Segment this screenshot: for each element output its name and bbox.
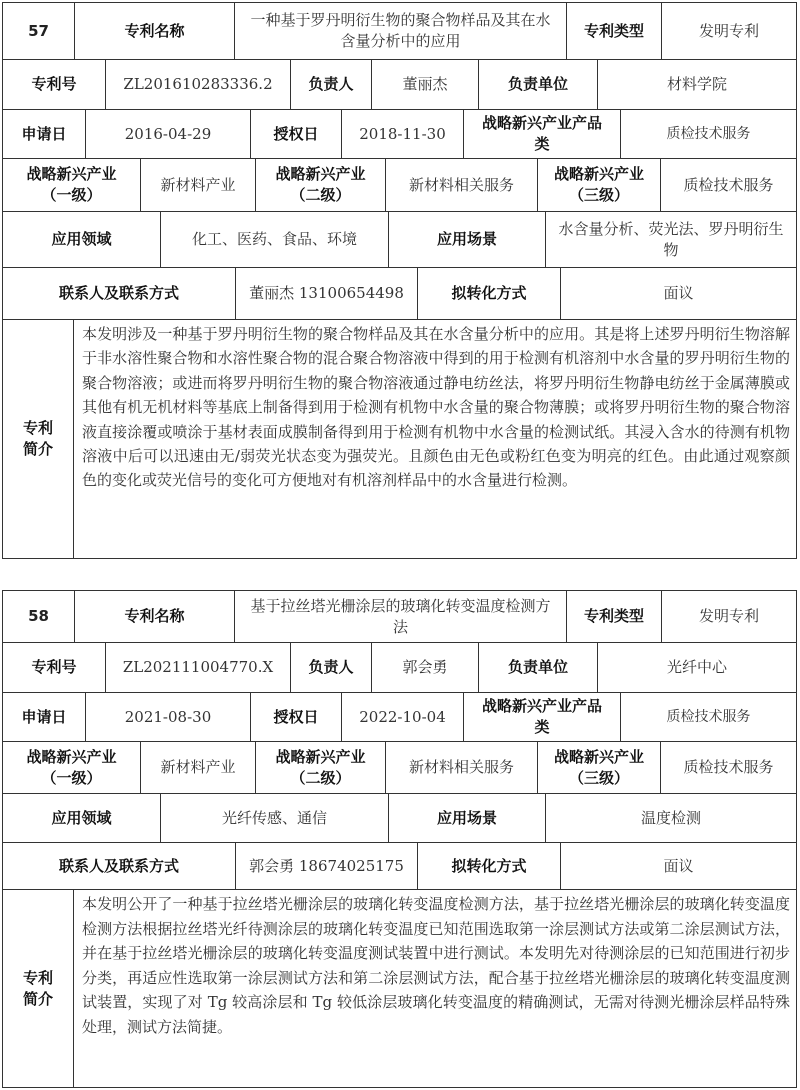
patent-number-label: 专利号 (3, 60, 106, 109)
industry2-label-line1: 战略新兴产业 (275, 165, 366, 183)
patent-name: 一种基于罗丹明衍生物的聚合物样品及其在水含量分析中的应用 (235, 3, 567, 59)
unit-label: 负责单位 (479, 643, 598, 692)
contact-label: 联系人及联系方式 (3, 843, 236, 889)
scene: 温度检测 (640, 808, 701, 827)
apply-date: 2021-08-30 (86, 693, 251, 741)
industry1: 新材料产业 (141, 742, 256, 793)
patent-intro: 本发明涉及一种基于罗丹明衍生物的聚合物样品及其在水含量分析中的应用。其是将上述罗丹明衍生物溶解于非水溶性聚合物和水溶性聚合物的混合聚合物溶液中得到的用于检测有机溶剂中水含量的罗丹明衍生物的聚合物溶液；或进而将罗丹明衍生物的聚合物溶液通过静电纺丝法，将罗丹明衍生物静电纺丝于金属薄膜或其他有机无机材料等基底上制备得到用于检测有机物中水含量的聚合物薄膜；或将罗丹明衍生物的聚合物溶液直接涂覆或喷涂于基材表面成膜制备得到用于检测有机物中水含量的检测试纸。其浸入含水的待测有机物溶液中后可以迅速由无/弱荧光状态变为强荧光。且颜色由无色或粉红色变为明亮的红色。由此通过观察颜色的变化或荧光信号的变化可方便地对有机溶剂样品中的水含量进行检测。 (82, 325, 790, 490)
patent-card-58 (2, 590, 797, 1088)
scene: 水含量分析、荧光法、罗丹明衍生物 (558, 219, 784, 259)
industry-category-label: 战略新兴产业产品类 (464, 693, 621, 741)
industry2: 新材料相关服务 (386, 742, 538, 793)
industry2-label-line2: （二级） (290, 186, 351, 204)
row-application (3, 212, 796, 268)
apply-date-label: 申请日 (3, 693, 86, 741)
industry2-label-line2: （二级） (290, 768, 351, 787)
owner: 郭会勇 (372, 643, 479, 692)
field-label: 应用领域 (3, 794, 161, 842)
row-dates (3, 110, 796, 159)
contact-label: 联系人及联系方式 (3, 268, 236, 319)
unit: 材料学院 (666, 75, 727, 93)
industry1-label-line1: 战略新兴产业 (26, 165, 117, 183)
scene-label: 应用场景 (389, 794, 546, 842)
patent-type: 发明专利 (698, 21, 759, 40)
transfer: 面议 (663, 284, 694, 302)
patent-card-57 (2, 2, 797, 559)
owner-label: 负责人 (291, 643, 372, 692)
industry3-label-line1: 战略新兴产业 (553, 747, 644, 766)
row-application (3, 794, 796, 843)
industry2-label (256, 742, 386, 793)
industry-category: 质检技术服务 (666, 125, 751, 142)
patent-index: 58 (3, 591, 75, 642)
row-number (3, 60, 796, 110)
patent-name-label: 专利名称 (75, 591, 235, 642)
patent-index: 57 (3, 3, 75, 59)
patent-name: 基于拉丝塔光栅涂层的玻璃化转变温度检测方法 (235, 591, 567, 642)
row-dates (3, 693, 796, 742)
row-intro (3, 890, 796, 1087)
industry2: 新材料相关服务 (386, 159, 538, 211)
industry1: 新材料产业 (141, 159, 256, 211)
row-number (3, 643, 796, 693)
industry1-label (3, 742, 141, 793)
apply-date-label: 申请日 (3, 110, 86, 158)
patent-number-label: 专利号 (3, 643, 106, 692)
industry1-label-line2: （一级） (41, 768, 102, 787)
intro-label-line1: 专利 (22, 968, 53, 987)
industry3-label-line2: （三级） (568, 768, 629, 787)
grant-date-label: 授权日 (251, 693, 342, 741)
row-contact (3, 843, 796, 890)
industry-category-label: 战略新兴产业产品类 (464, 110, 621, 158)
transfer: 面议 (663, 856, 694, 875)
row-industry (3, 742, 796, 794)
industry3: 质检技术服务 (683, 175, 774, 194)
intro-label (3, 320, 74, 558)
grant-date-label: 授权日 (251, 110, 342, 158)
industry1-label-line2: （一级） (41, 186, 102, 204)
owner-label: 负责人 (291, 60, 372, 109)
transfer-label: 拟转化方式 (418, 268, 561, 319)
field: 光纤传感、通信 (161, 794, 389, 842)
unit-label: 负责单位 (479, 60, 598, 109)
transfer-label: 拟转化方式 (418, 843, 561, 889)
unit: 光纤中心 (666, 658, 727, 676)
industry1-label (3, 159, 141, 211)
industry2-label (256, 159, 386, 211)
industry1-label-line1: 战略新兴产业 (26, 747, 117, 766)
industry3: 质检技术服务 (683, 758, 774, 776)
field: 化工、医药、食品、环境 (161, 212, 389, 267)
patent-number: ZL202111004770.X (106, 643, 291, 692)
scene-label: 应用场景 (389, 212, 546, 267)
industry3-label-line1: 战略新兴产业 (553, 165, 644, 183)
grant-date: 2018-11-30 (342, 110, 464, 158)
grant-date: 2022-10-04 (342, 693, 464, 741)
row-industry (3, 159, 796, 212)
row-title (3, 591, 796, 643)
intro-label-line2: 简介 (22, 440, 53, 458)
intro-label-line1: 专利 (22, 419, 53, 437)
industry2-label-line1: 战略新兴产业 (275, 747, 366, 766)
contact: 郭会勇 18674025175 (236, 843, 418, 889)
patent-type-label: 专利类型 (567, 3, 662, 59)
patent-type: 发明专利 (698, 607, 759, 625)
patent-type-label: 专利类型 (567, 591, 662, 642)
apply-date: 2016-04-29 (86, 110, 251, 158)
row-contact (3, 268, 796, 320)
patent-name-label: 专利名称 (75, 3, 235, 59)
contact: 董丽杰 13100654498 (236, 268, 418, 319)
intro-label (3, 890, 74, 1087)
field-label: 应用领域 (3, 212, 161, 267)
owner: 董丽杰 (372, 60, 479, 109)
industry3-label-line2: （三级） (568, 186, 629, 204)
patent-intro: 本发明公开了一种基于拉丝塔光栅涂层的玻璃化转变温度检测方法，基于拉丝塔光栅涂层的玻璃化转变温度检测方法根据拉丝塔光纤待测涂层的玻璃化转变温度已知范围选取第一涂层测试方法或第二涂层测试方法，并在基于拉丝塔光栅涂层的玻璃化转变温度测试装置中进行测试。本发明先对待测涂层的已知范围进行初步分类，再适应性选取第一涂层测试方法和第二涂层测试方法，配合基于拉丝塔光栅涂层的玻璃化转变温度测试装置，实现了对 Tg 较高涂层和 Tg 较低涂层玻璃化转变温度的精确测试，无需对待测光栅涂层样品特殊处理，测试方法简捷。 (82, 895, 790, 1036)
industry3-label (538, 742, 661, 793)
industry-category: 质检技术服务 (666, 708, 751, 725)
intro-label-line2: 简介 (22, 989, 53, 1008)
row-intro (3, 320, 796, 558)
row-title (3, 3, 796, 60)
patent-number: ZL201610283336.2 (106, 60, 291, 109)
industry3-label (538, 159, 661, 211)
